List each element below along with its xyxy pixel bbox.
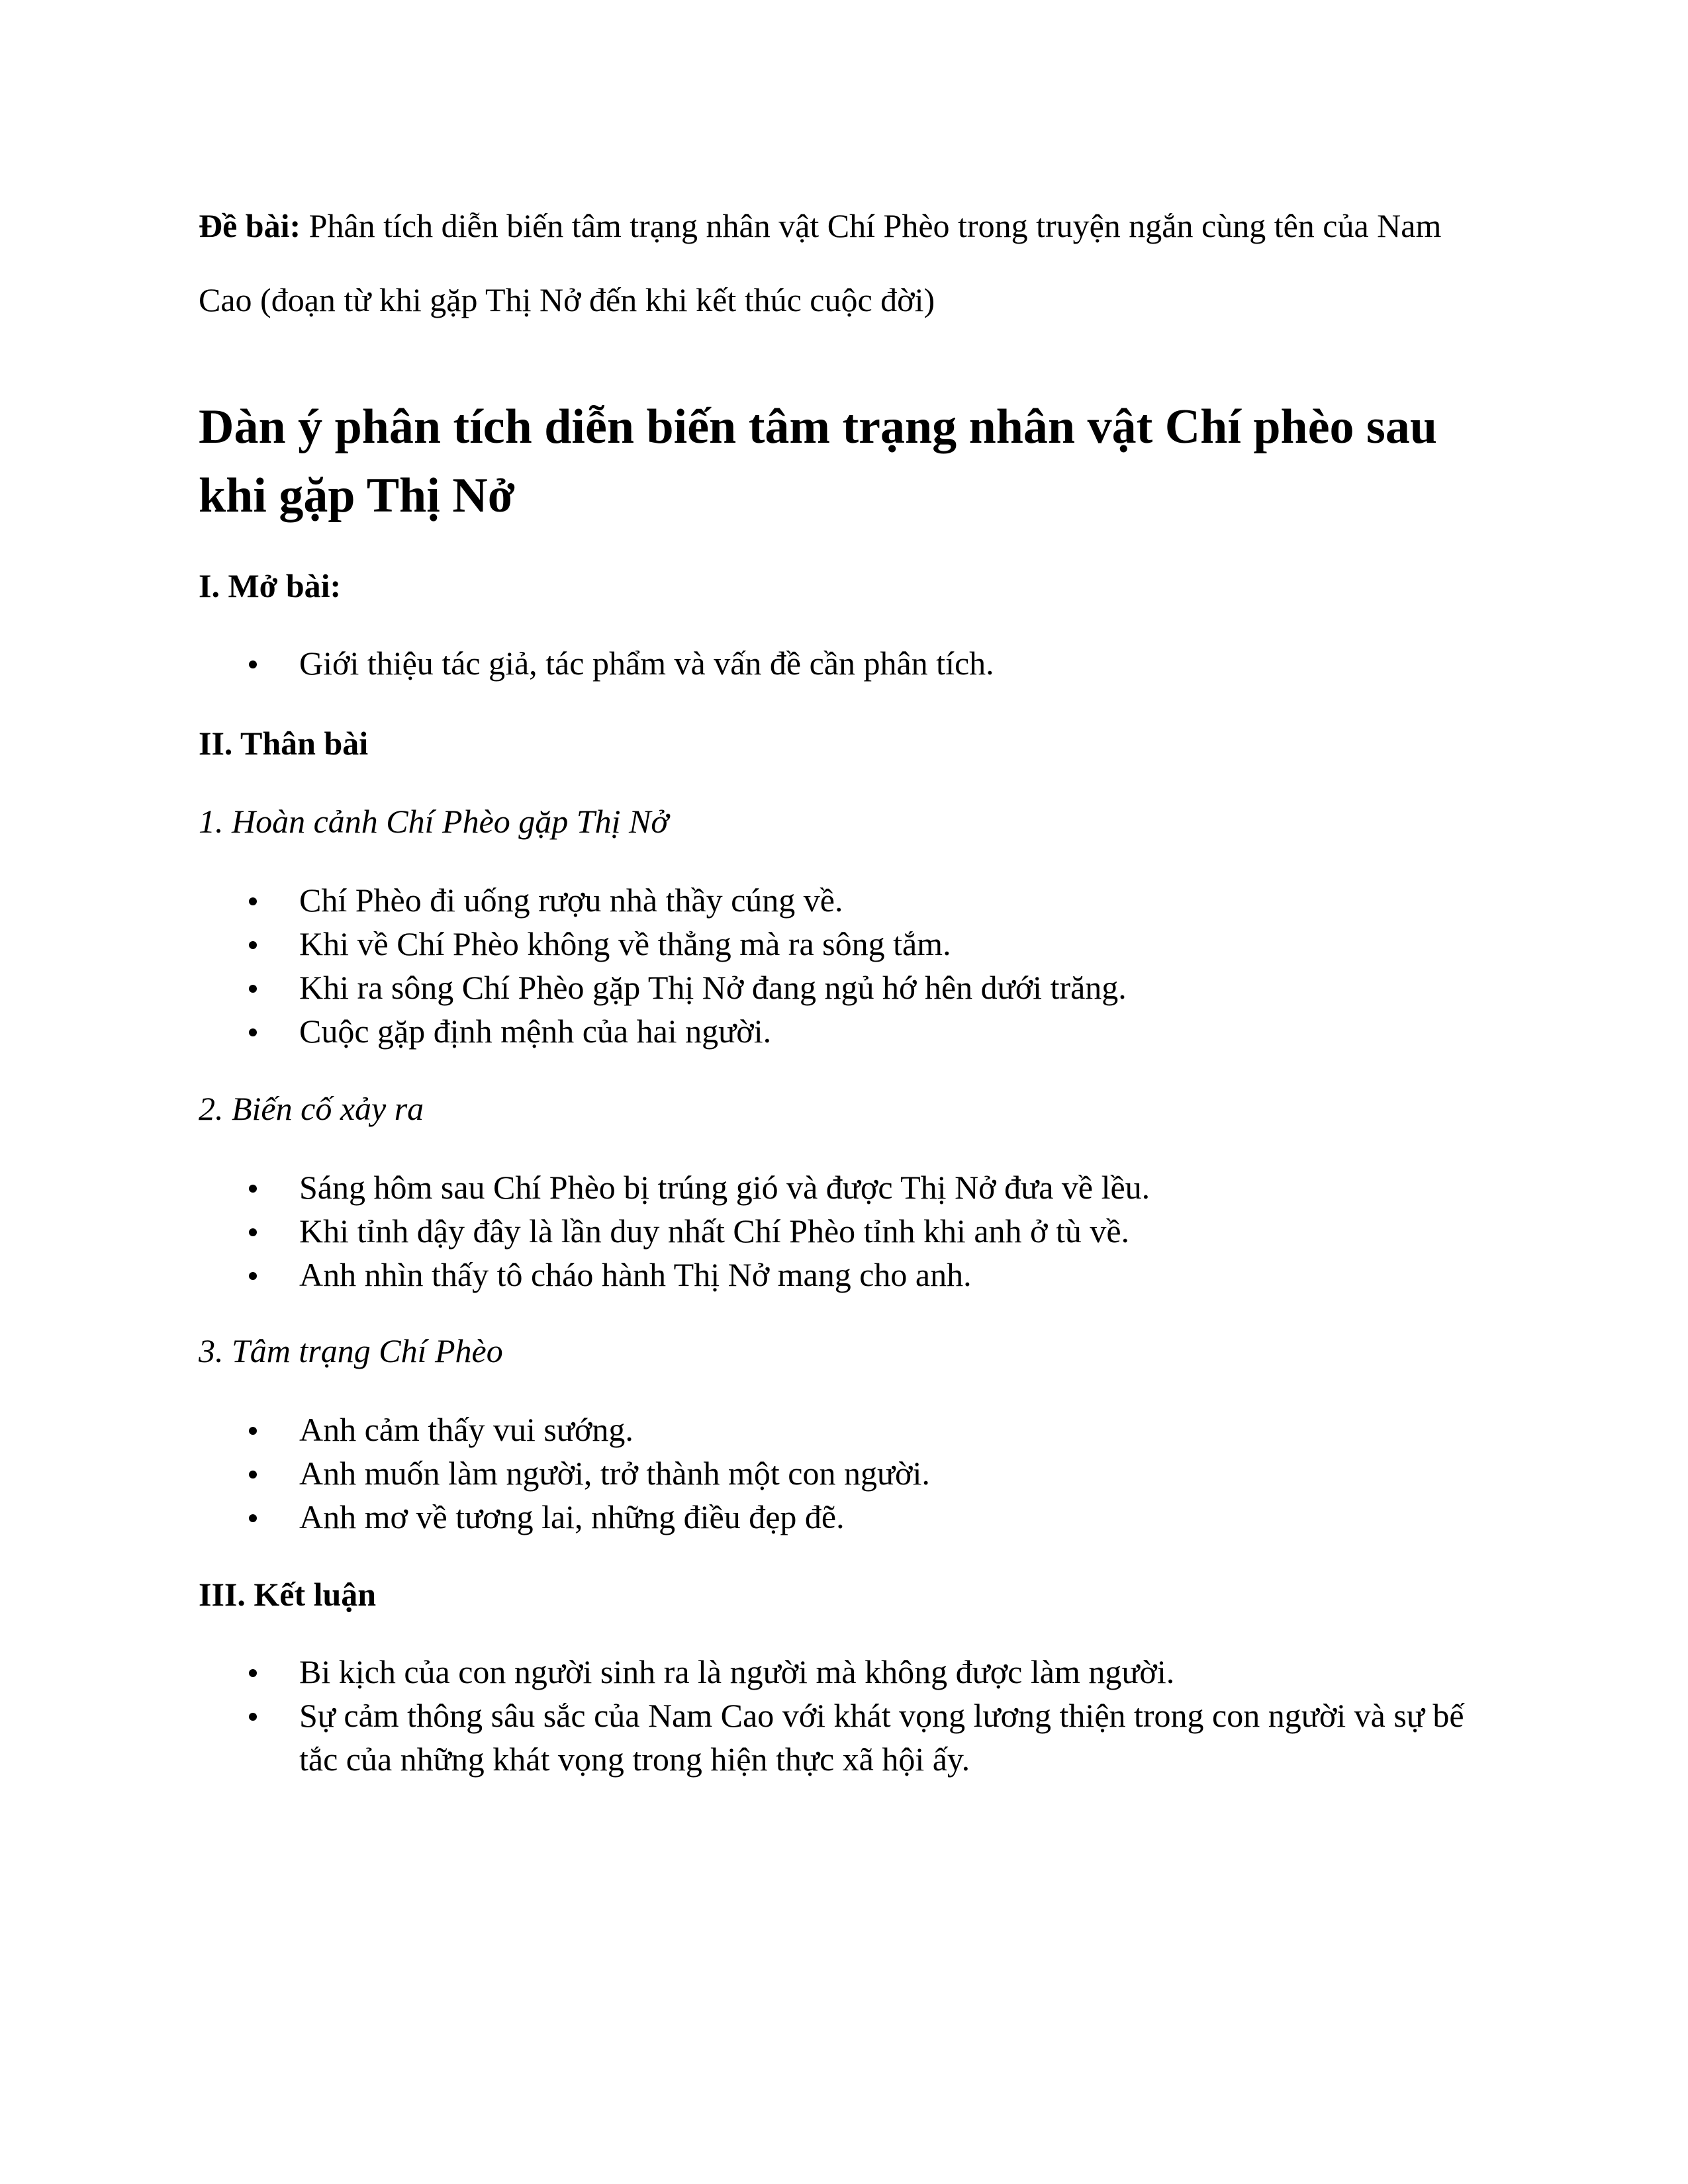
assignment-text: Phân tích diễn biến tâm trạng nhân vật Chí Phèo trong truyện ngắn cùng tên của Nam Cao (đoạn từ khi gặp Thị Nở đến khi kết thúc cuộc đời) — [199, 207, 1442, 318]
list-item — [199, 1650, 1496, 1694]
bullet-icon — [249, 941, 257, 949]
bullet-icon — [249, 1471, 257, 1479]
circumstance-list — [199, 878, 1496, 1053]
list-item-text: Cuộc gặp định mệnh của hai người. — [299, 1013, 772, 1050]
list-item-text: Anh muốn làm người, trở thành một con người. — [299, 1455, 930, 1492]
list-item-text: Khi về Chí Phèo không về thẳng mà ra sông tắm. — [299, 925, 951, 962]
list-item — [199, 966, 1496, 1009]
list-item — [199, 1408, 1496, 1451]
list-item-text: Anh nhìn thấy tô cháo hành Thị Nở mang cho anh. — [299, 1256, 972, 1293]
section-heading-body: II. Thân bài — [199, 725, 369, 762]
list-item — [199, 1495, 1496, 1539]
list-item — [199, 641, 1496, 685]
event-list — [199, 1165, 1496, 1297]
bullet-icon — [249, 1669, 257, 1677]
bullet-icon — [249, 1228, 257, 1236]
assignment-label: Đề bài: — [199, 207, 301, 244]
outline-title: Dàn ý phân tích diễn biến tâm trạng nhân vật Chí phèo sau khi gặp Thị Nở — [199, 400, 1437, 523]
subheading-mood: 3. Tâm trạng Chí Phèo — [199, 1332, 503, 1369]
list-item — [199, 1165, 1496, 1209]
intro-list — [199, 641, 1496, 685]
list-item-text: Khi ra sông Chí Phèo gặp Thị Nở đang ngủ hớ hên dưới trăng. — [299, 969, 1127, 1006]
list-item-text: Giới thiệu tác giả, tác phẩm và vấn đề cần phân tích. — [299, 645, 994, 682]
subheading-event: 2. Biến cố xảy ra — [199, 1090, 424, 1127]
list-item-text: Sáng hôm sau Chí Phèo bị trúng gió và được Thị Nở đưa về lều. — [299, 1169, 1150, 1206]
list-item — [199, 1009, 1496, 1053]
list-item — [199, 1694, 1496, 1781]
bullet-icon — [249, 1713, 257, 1721]
bullet-icon — [249, 1185, 257, 1193]
list-item — [199, 1451, 1496, 1495]
bullet-icon — [249, 1028, 257, 1036]
list-item-text: Bi kịch của con người sinh ra là người mà không được làm người. — [299, 1653, 1175, 1690]
list-item-text: Sự cảm thông sâu sắc của Nam Cao với khát vọng lương thiện trong con người và sự bế tắc của những khát vọng trong hiện thực xã hội ấy. — [299, 1697, 1464, 1778]
bullet-icon — [249, 660, 257, 668]
list-item-text: Khi tỉnh dậy đây là lần duy nhất Chí Phèo tỉnh khi anh ở tù về. — [299, 1212, 1130, 1250]
list-item — [199, 922, 1496, 966]
list-item-text: Chí Phèo đi uống rượu nhà thầy cúng về. — [299, 882, 843, 919]
list-item-text: Anh cảm thấy vui sướng. — [299, 1411, 633, 1448]
mood-list — [199, 1408, 1496, 1539]
bullet-icon — [249, 985, 257, 993]
bullet-icon — [249, 897, 257, 905]
list-item — [199, 1253, 1496, 1297]
list-item-text: Anh mơ về tương lai, những điều đẹp đẽ. — [299, 1498, 845, 1535]
bullet-icon — [249, 1514, 257, 1522]
bullet-icon — [249, 1272, 257, 1280]
list-item — [199, 1209, 1496, 1253]
bullet-icon — [249, 1427, 257, 1435]
subheading-circumstance: 1. Hoàn cảnh Chí Phèo gặp Thị Nở — [199, 803, 669, 840]
assignment-prompt — [199, 189, 1496, 337]
list-item — [199, 878, 1496, 922]
section-heading-intro: I. Mở bài: — [199, 567, 342, 604]
conclusion-list — [199, 1650, 1496, 1781]
document-page — [199, 189, 1496, 1781]
section-heading-conclusion: III. Kết luận — [199, 1576, 377, 1613]
